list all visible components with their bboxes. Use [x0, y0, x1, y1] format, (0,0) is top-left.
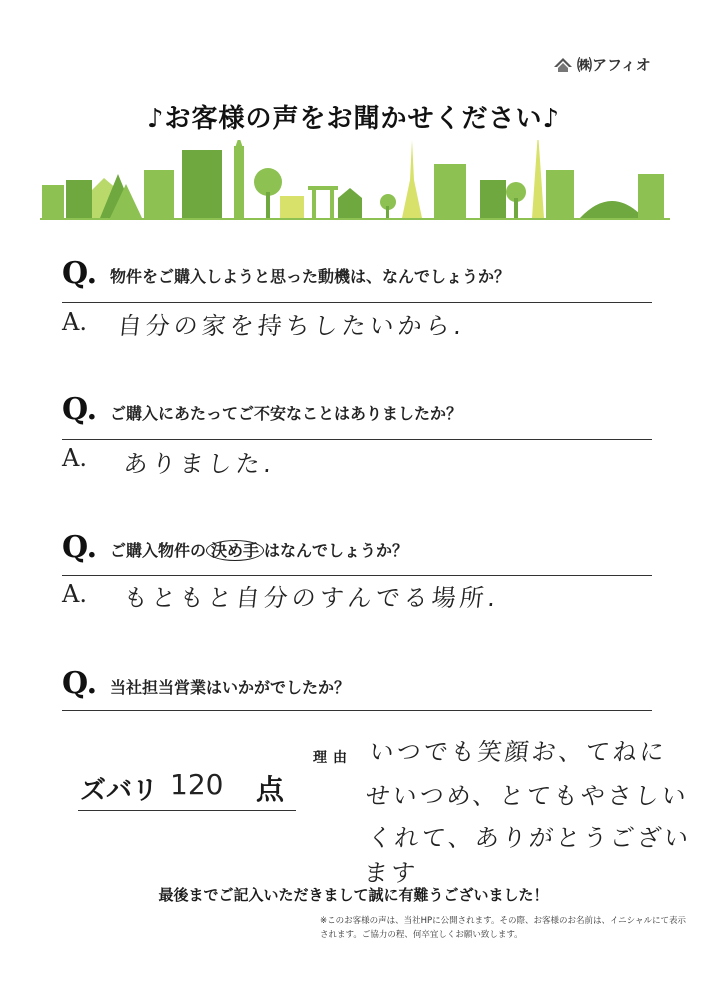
thank-you-message: 最後までご記入いただきまして誠に有難うございました！ [158, 886, 549, 904]
reason-line: くれて、ありがとうございます [362, 824, 693, 887]
answer-text: もともと自分のすんでる場所. [122, 584, 501, 612]
question-marker: Q. [62, 256, 98, 291]
question-text: 当社担当営業はいかがでしたか？ [110, 678, 351, 697]
question-marker: Q. [62, 530, 98, 565]
answer-text: ありました. [122, 450, 277, 478]
question-text: 物件をご購入しようと思った動機は、なんでしょうか？ [110, 267, 511, 286]
company-name: ㈱アフィオ [577, 56, 651, 74]
reason-line: いつでも笑顔お、てねに [368, 738, 669, 766]
answer-text: 自分の家を持ちしたいから. [116, 312, 467, 340]
divider [62, 439, 652, 440]
reason-line: せいつめ、とてもやさしい [364, 782, 691, 810]
question-marker: Q. [62, 666, 98, 701]
reason-label: 理由 [313, 750, 353, 766]
answer-marker: A. [62, 308, 87, 336]
score-label: ズバリ [80, 776, 159, 806]
city-skyline-illustration [40, 140, 670, 220]
score-unit: 点 [256, 773, 285, 806]
question-marker: Q. [62, 392, 98, 427]
divider [62, 710, 652, 711]
divider [62, 302, 652, 303]
score-underline [78, 810, 296, 811]
divider [62, 575, 652, 576]
company-logo [553, 54, 651, 75]
answer-marker: A. [62, 444, 87, 472]
question-text: ご購入物件の 決め手 はなんでしょうか？ [110, 541, 409, 560]
score-value: 120 [170, 768, 224, 801]
page-title: ♪お客様の声をお聞かせください♪ [146, 104, 561, 134]
circled-keyword: 決め手 [206, 540, 264, 561]
question-text: ご購入にあたってご不安なことはありましたか？ [110, 404, 463, 423]
privacy-note: ※このお客様の声は、当社HPに公開されます。その際、お客様のお名前は、イニシャルにて表示されます。ご協力の程、何卒宜しくお願い致します。 [320, 916, 686, 940]
house-icon [553, 57, 573, 73]
answer-marker: A. [62, 580, 87, 608]
